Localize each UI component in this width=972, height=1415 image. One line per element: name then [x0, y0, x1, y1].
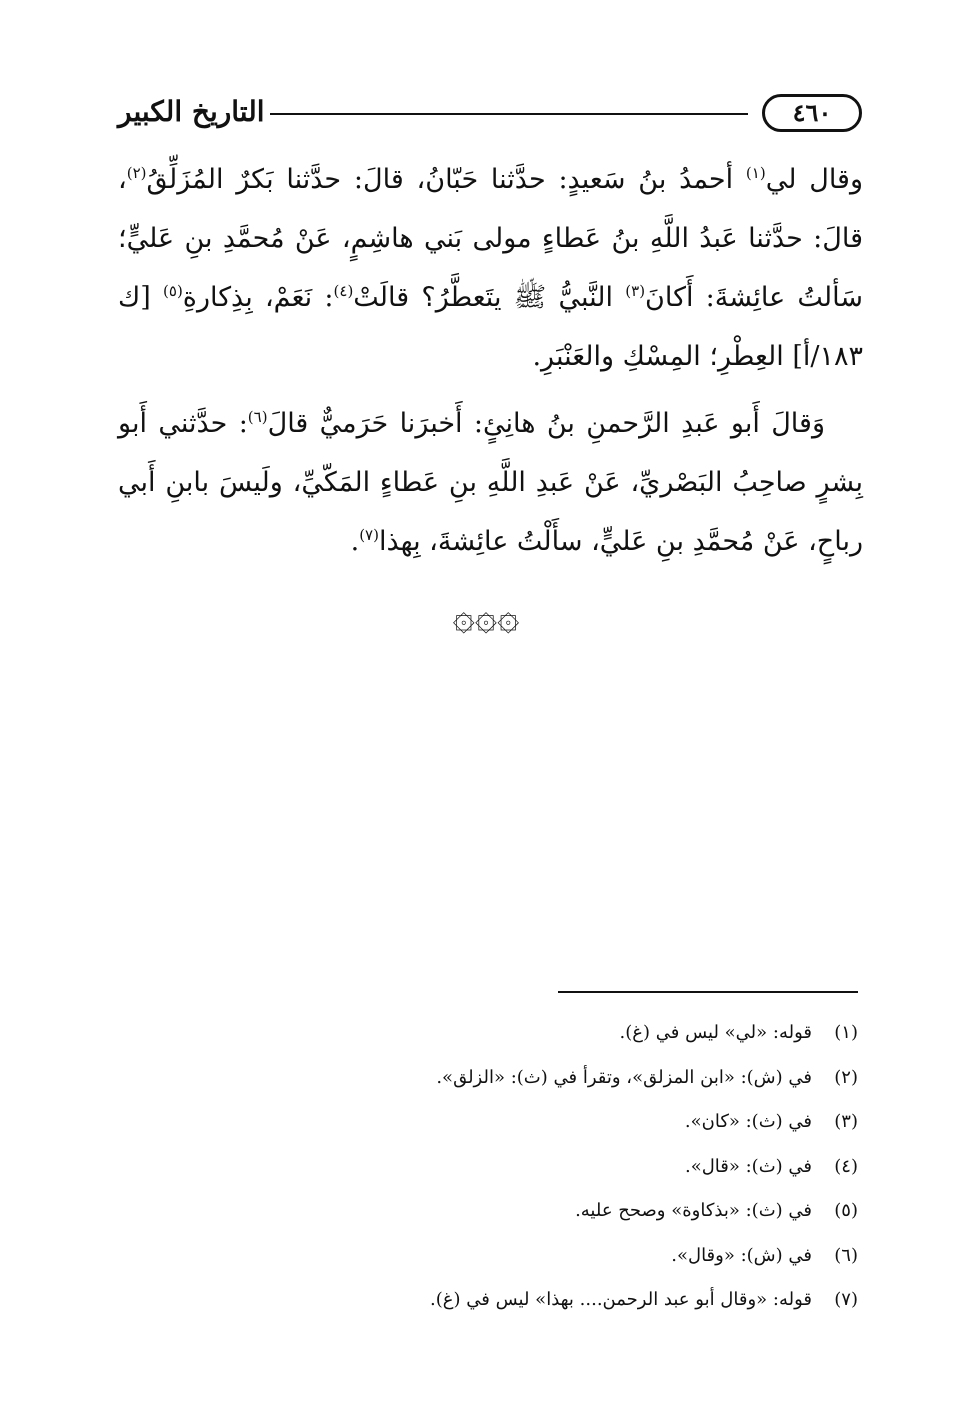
header-rule [270, 113, 748, 115]
footnote-item [338, 1236, 858, 1281]
footnote-item [338, 1280, 858, 1325]
footnotes [338, 1013, 858, 1325]
text-run: [ك ١٨٣/أ] العِطْرِ؛ المِسْكِ والعَنْبَرِ. [118, 282, 863, 372]
text-run: وقال لي [765, 164, 864, 195]
text-run: : نَعَمْ، بِذِكارةِ [182, 282, 334, 313]
footnote-text: قوله: «وقال أبو عبد الرحمن.... بهذا» ليس في (غ). [430, 1289, 812, 1310]
page-header [118, 92, 862, 136]
page-number-badge: ٤٦٠ [762, 94, 862, 132]
footnote-number: (٧) [834, 1289, 858, 1310]
text-run: وَقالَ أَبو عَبدِ الرَّحمنِ بنُ هانِئٍ: أَخبرَنا حَرَميٌّ قالَ [267, 408, 825, 439]
footnote-text: في (ث): «كان». [684, 1111, 812, 1132]
footnote-number: (٥) [834, 1200, 858, 1221]
text-run: . [350, 526, 360, 557]
main-text [118, 150, 863, 571]
footnote-ref: (٤) [333, 282, 354, 300]
footnote-separator [558, 991, 858, 993]
footnote-text: في (ش): «ابن المزلق»، وتقرأ في (ث): «الزلق». [436, 1066, 812, 1088]
paragraph-1 [118, 150, 863, 386]
section-divider-ornaments: ۞۞۞ [452, 594, 520, 638]
footnote-ref: (٦) [247, 408, 268, 426]
footnote-item [338, 1147, 858, 1192]
footnote-item [338, 1013, 858, 1058]
footnote-item [338, 1191, 858, 1236]
footnote-text: في (ش): «وقال». [671, 1244, 812, 1266]
footnote-item [338, 1058, 858, 1103]
footnote-item [338, 1102, 858, 1147]
text-run: : حدَّثني أَبو بِشرٍ صاحِبُ البَصْريِّ، عَنْ عَبدِ اللَّهِ بنِ عَطاءٍ المَكّيِّ، ولَيسَ بابنِ أَبي رباحٍ، عَنْ مُحمَّدِ بنِ عَليٍّ، سأَلْتُ عائِشةَ، بِهذا [118, 408, 863, 557]
footnote-ref: (٢) [126, 164, 147, 182]
footnote-text: في (ث): «قال». [684, 1155, 812, 1177]
footnote-number: (٦) [834, 1244, 858, 1266]
footnote-ref: (٣) [625, 282, 646, 300]
running-title: التاريخ الكبير [118, 95, 265, 128]
footnote-ref: (٥) [163, 282, 183, 300]
footnote-ref: (٧) [359, 526, 379, 544]
footnote-text: في (ث): «بذكاوة» وصحح عليه. [575, 1200, 812, 1221]
text-run: النَّبيُّ ﷺ يتَعطَّرُ؟ قالَتْ [353, 282, 626, 313]
text-run: أحمدُ بنُ سَعيدٍ: حدَّثنا حَبّانُ، قالَ: حدَّثنا بَكرٌ المُزَلِّقُ [146, 164, 746, 195]
footnote-number: (٣) [834, 1111, 858, 1132]
footnote-number: (١) [834, 1022, 858, 1043]
footnote-number: (٢) [834, 1066, 858, 1088]
paragraph-2 [118, 394, 863, 571]
footnote-ref: (١) [745, 164, 766, 182]
footnote-number: (٤) [834, 1155, 858, 1177]
text-run: ، قالَ: حدَّثنا عَبدُ اللَّهِ بنُ عَطاءٍ مولى بَني هاشِمٍ، عَنْ مُحمَّدِ بنِ عَليٍّ؛ سَألتُ عائِشةَ: أَكانَ [118, 164, 863, 313]
footnote-text: قوله: «لي» ليس في (غ). [619, 1022, 812, 1043]
